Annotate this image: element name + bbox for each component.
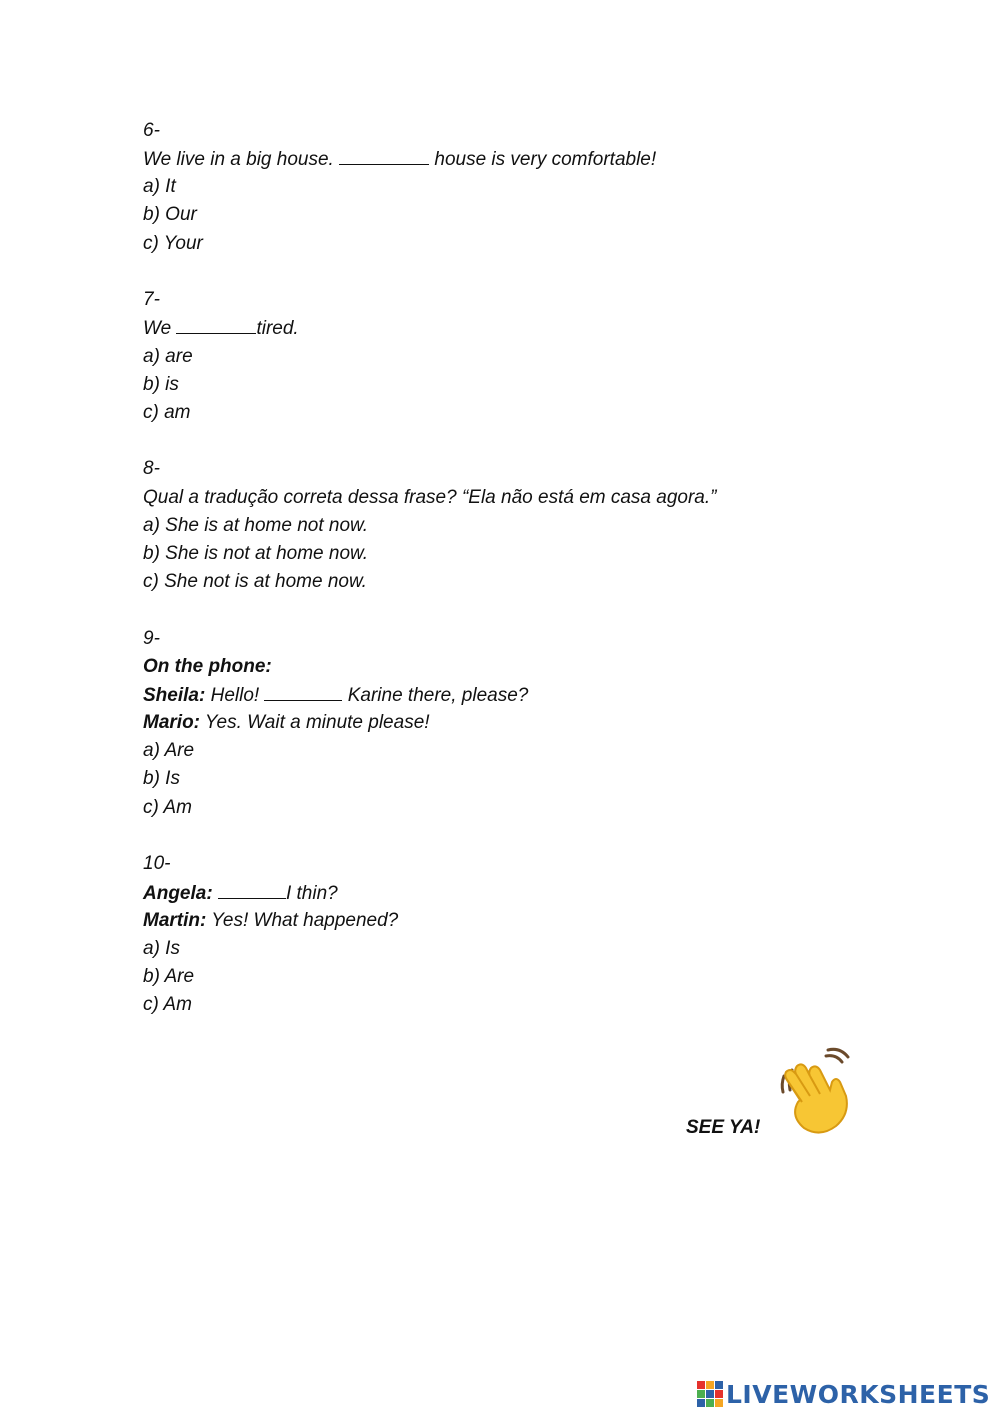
- question-6-option-a: a) It: [143, 176, 176, 197]
- answer-blank: [218, 881, 286, 899]
- dialogue-text-before: Hello!: [205, 685, 265, 706]
- prompt-text-after: house is very comfortable!: [429, 149, 657, 170]
- waving-hand-icon: [770, 1046, 860, 1136]
- speaker-name: Martin:: [143, 910, 207, 931]
- question-10-dialogue-line-1: [143, 881, 338, 906]
- question-8-option-c: c) She not is at home now.: [143, 571, 367, 592]
- dialogue-text-after: Karine there, please?: [342, 685, 529, 706]
- speaker-name: Sheila:: [143, 685, 206, 706]
- question-9-option-c: c) Am: [143, 797, 192, 818]
- question-9-option-b: b) Is: [143, 768, 180, 789]
- farewell-text: SEE YA!: [686, 1117, 761, 1138]
- question-6-prompt: [143, 147, 656, 172]
- liveworksheets-logo-icon: [697, 1381, 723, 1407]
- question-7-option-c: c) am: [143, 402, 191, 423]
- question-10-dialogue-line-2: [143, 909, 398, 933]
- answer-blank: [264, 683, 342, 701]
- question-9-dialogue-line-2: [143, 711, 430, 735]
- question-6-number: 6-: [143, 120, 160, 141]
- question-7-option-b: b) is: [143, 374, 179, 395]
- question-10-option-a: a) Is: [143, 938, 180, 959]
- answer-blank: [176, 316, 256, 334]
- dialogue-text: Yes! What happened?: [206, 910, 399, 931]
- question-7-number: 7-: [143, 289, 160, 310]
- question-9-dialogue-line-1: [143, 683, 528, 708]
- speaker-name: Mario:: [143, 712, 200, 733]
- question-7-option-a: a) are: [143, 346, 193, 367]
- answer-blank: [339, 147, 429, 165]
- question-10-option-c: c) Am: [143, 994, 192, 1015]
- prompt-text-before: We: [143, 318, 177, 339]
- prompt-text-before: We live in a big house.: [143, 149, 340, 170]
- question-8-option-a: a) She is at home not now.: [143, 515, 368, 536]
- question-6-option-b: b) Our: [143, 204, 197, 225]
- question-7-prompt: [143, 316, 299, 341]
- question-6-option-c: c) Your: [143, 233, 203, 254]
- question-10-number: 10-: [143, 853, 171, 874]
- question-9-option-a: a) Are: [143, 740, 195, 761]
- liveworksheets-brand: [697, 1378, 990, 1410]
- question-10-option-b: b) Are: [143, 966, 195, 987]
- question-9-heading: On the phone:: [143, 656, 272, 677]
- question-8-option-b: b) She is not at home now.: [143, 543, 368, 564]
- question-8-prompt: Qual a tradução correta dessa frase? “Ela não está em casa agora.”: [143, 487, 717, 508]
- dialogue-text: Yes. Wait a minute please!: [200, 712, 430, 733]
- question-8-number: 8-: [143, 458, 160, 479]
- dialogue-text-after: I thin?: [285, 883, 338, 904]
- brand-name: LIVEWORKSHEETS: [726, 1379, 991, 1409]
- speaker-name: Angela:: [143, 883, 213, 904]
- prompt-text-after: tired.: [256, 318, 299, 339]
- question-9-number: 9-: [143, 628, 160, 649]
